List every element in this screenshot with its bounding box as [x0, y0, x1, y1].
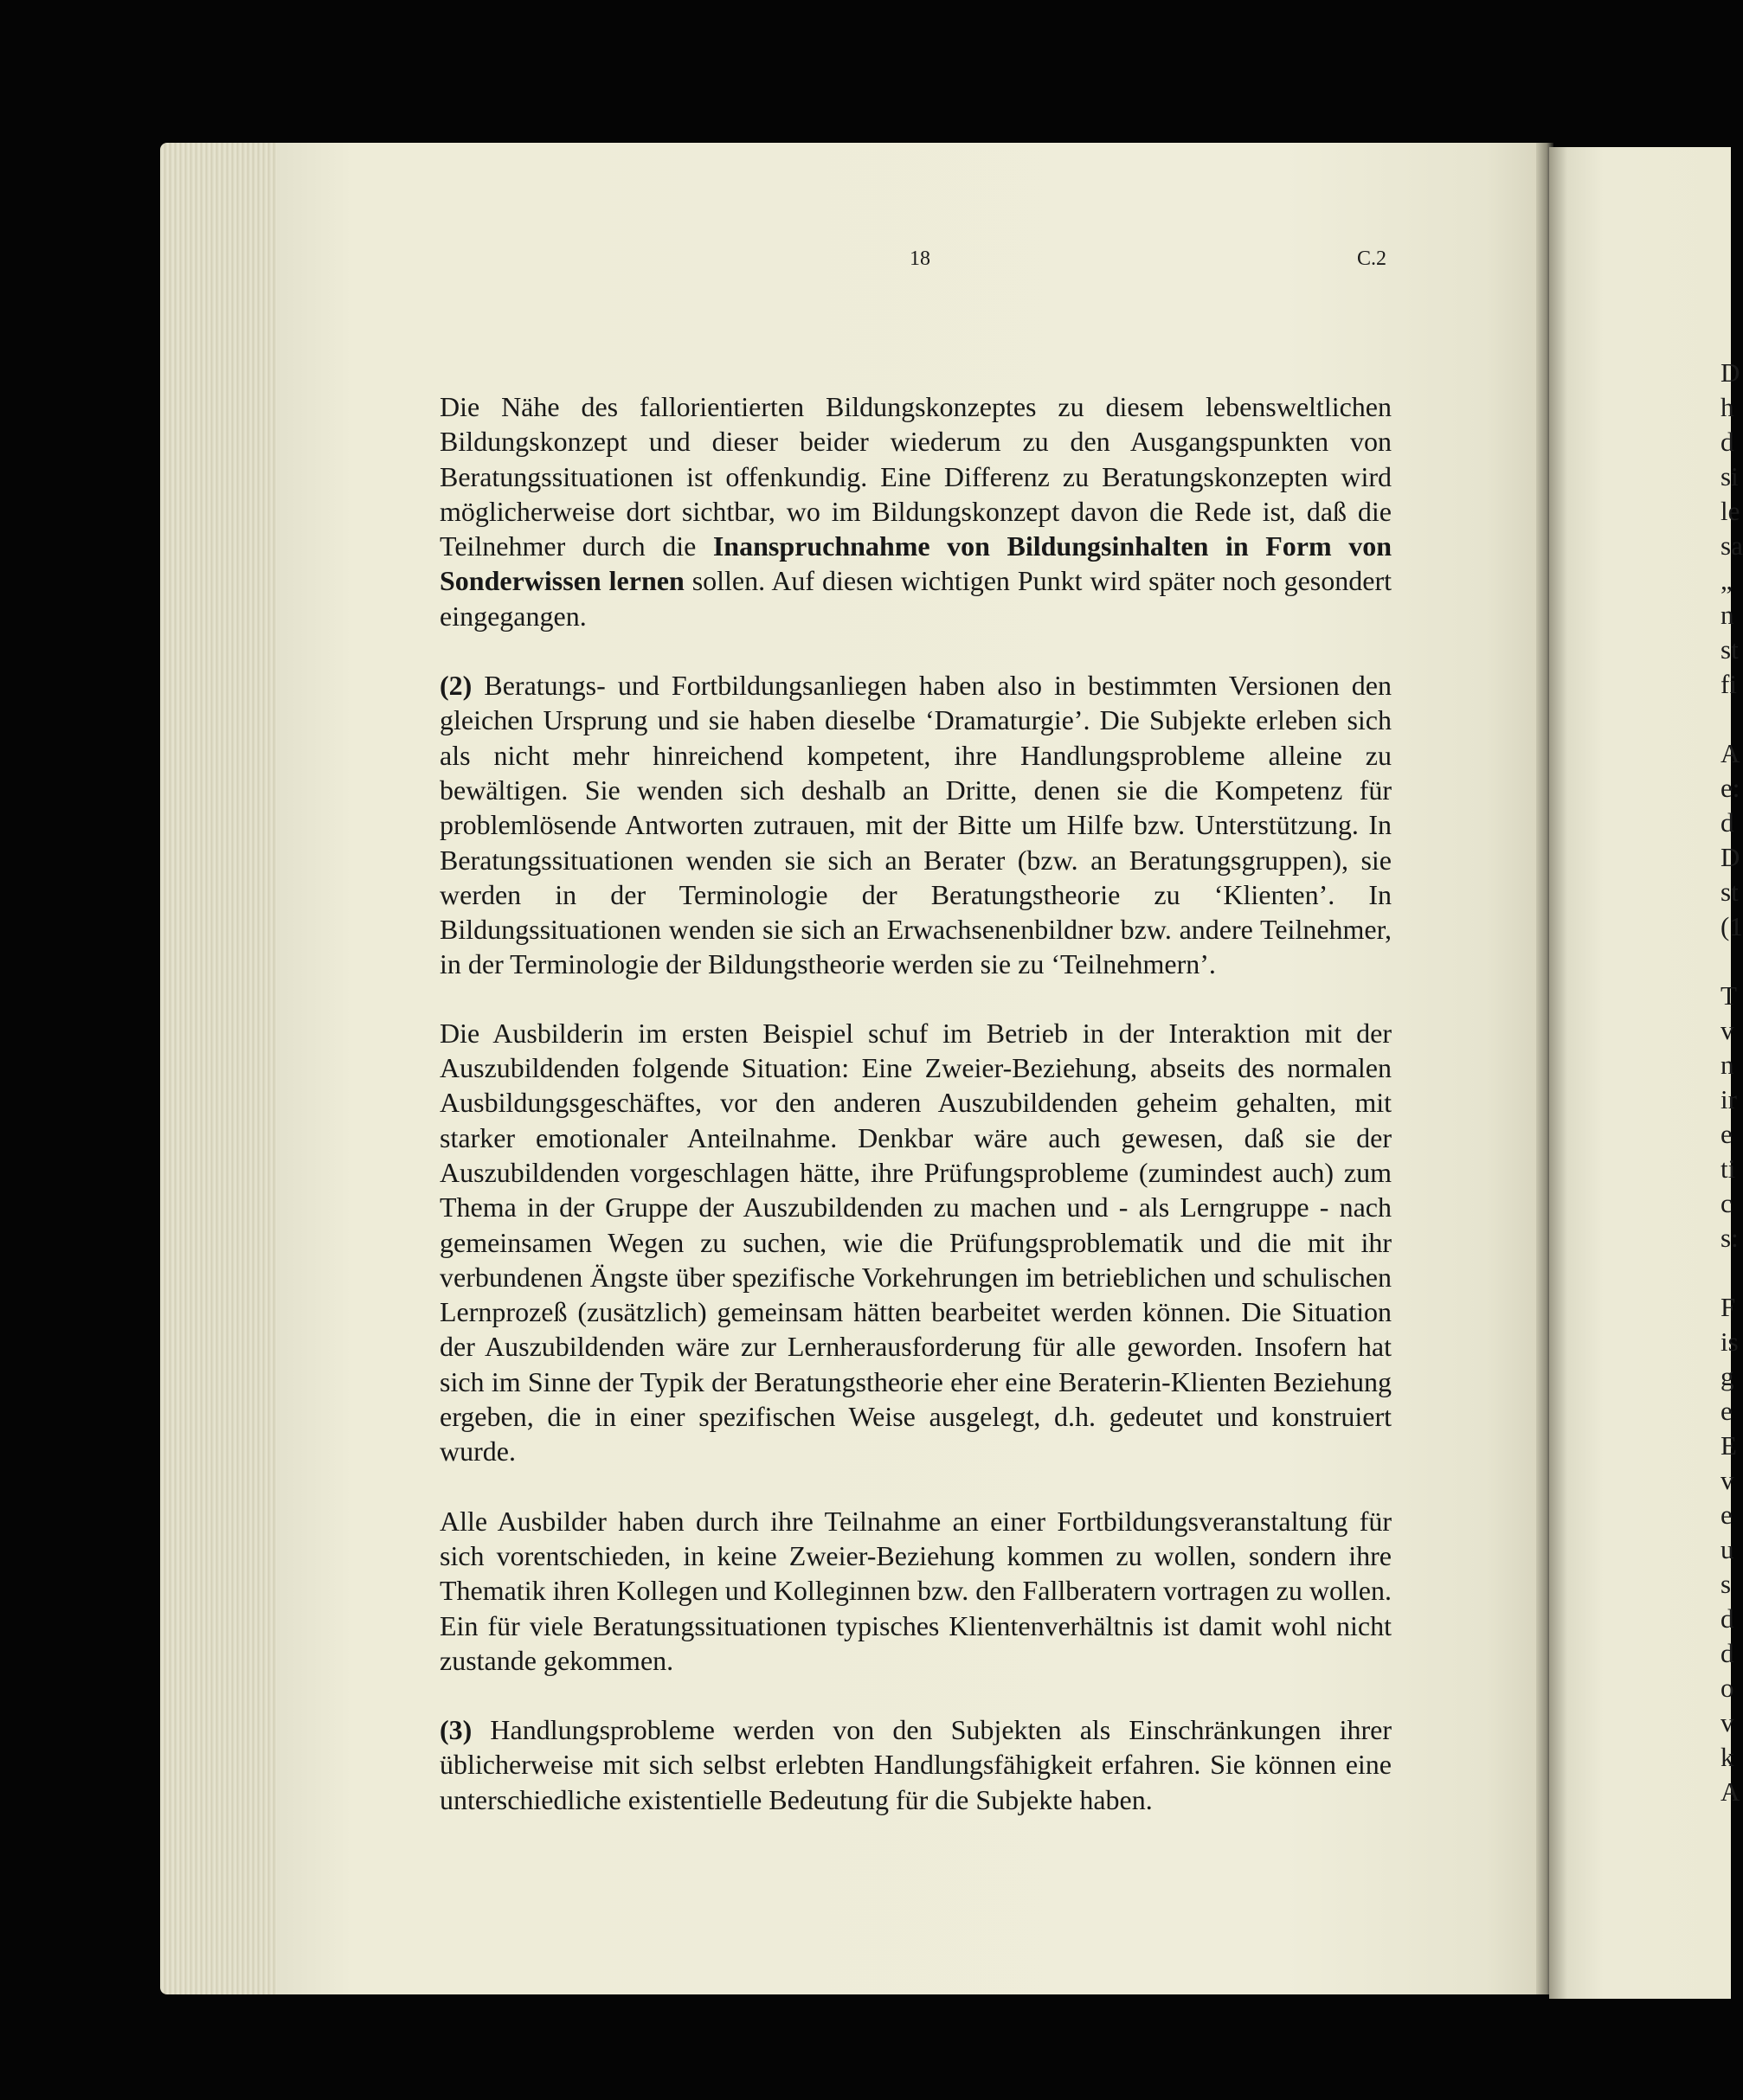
body-text [440, 389, 1392, 1852]
right-page-fragment: F [1720, 1292, 1736, 1322]
paragraph-4: Alle Ausbilder haben durch ihre Teilnahme an einer Fortbildungsveranstaltung für sich vorentschieden, in keine Zweier-Beziehung kommen zu wollen, sondern ihre Thematik ihren Kollegen und Kolleginnen bzw. den Fallberatern vortragen zu wollen. Ein für viele Beratungssituationen typisches Klientenverhältnis ist damit wohl nicht zustande gekommen. [440, 1505, 1392, 1676]
right-page-fragment: ir [1720, 1084, 1737, 1114]
paragraph-1-text-b: sollen. Auf diesen wichtigen Punkt wird später noch gesondert eingegangen. [440, 565, 1392, 632]
right-page-fragment: s [1720, 1569, 1732, 1599]
right-page-fragment: d [1720, 1638, 1734, 1668]
right-page-fragment: n [1720, 600, 1734, 630]
right-page-fragment: d [1720, 807, 1734, 838]
right-page-fragment: A [1720, 1776, 1740, 1807]
right-page-fragment: is [1720, 1326, 1739, 1357]
chapter-label: C.2 [1357, 247, 1387, 270]
paragraph-2 [440, 668, 1392, 982]
right-page-fragment: c [1720, 1188, 1733, 1218]
right-page-fragment: st [1720, 877, 1739, 907]
right-page-fragment: h [1720, 392, 1734, 422]
right-page-fragment: D [1720, 842, 1740, 872]
paragraph-1-text-a: Die Nähe des fallorientierten Bildungskonzeptes zu diesem lebensweltlichen Bildungskonzept und dieser beider wiederum zu den Ausgangspunkten von Beratungssituationen ist offenkundig. Eine Differenz zu Beratungskonzepten wird möglicherweise dort sichtbar, wo im Bildungskonzept davon die Rede ist, daß die Teilnehmer durch die [440, 391, 1392, 562]
right-page-fragment: e [1720, 1500, 1733, 1530]
paragraph-2-text: Beratungs- und Fortbildungsanliegen haben also in bestimmten Versionen den gleichen Ursprung und sie haben dieselbe ‘Dramaturgie’. Die Subjekte erleben sich als nicht mehr hinreichend kompetent, ihre Handlungsprobleme alleine zu bewältigen. Sie wenden sich deshalb an Dritte, denen sie die Kompetenz für problemlösende Antworten zutrauen, mit der Bitte um Hilfe bzw. Unterstützung. In Beratungssituationen wenden sie sich an Berater (bzw. an Beratungsgruppen), sie werden in der Terminologie der Beratungstheorie zu ‘Klienten’. In Bildungssituationen wenden sie sich an Erwachsenenbildner bzw. andere Teilnehmer, in der Terminologie der Bildungstheorie werden sie zu ‘Teilnehmern’. [440, 670, 1392, 980]
paragraph-1 [440, 389, 1392, 633]
right-page-fragment: d [1720, 1603, 1734, 1634]
right-page-fragment: n [1720, 1050, 1734, 1080]
right-page-fragment: e: [1720, 773, 1740, 803]
right-page-fragment: ti [1720, 1153, 1736, 1184]
page-number: 18 [910, 247, 930, 270]
right-page-fragment: (1 [1720, 911, 1743, 941]
right-page-fragment: o [1720, 1673, 1734, 1703]
right-page-fragment: d [1720, 427, 1734, 457]
right-page-fragment: k [1720, 1742, 1734, 1772]
right-page-fragment: g [1720, 1361, 1734, 1391]
right-page-fragment: „ [1720, 565, 1733, 595]
right-page-fragment: A [1720, 738, 1740, 768]
right-page-fragment: s: [1720, 1223, 1739, 1253]
right-page-fragment: v [1720, 1015, 1734, 1045]
paragraph-1-bold-phrase: Inanspruchnahme von Bildungsinhalten in Form von Sonderwissen lernen [440, 530, 1392, 597]
right-page-fragment: sa [1720, 530, 1743, 561]
paragraph-5 [440, 1712, 1392, 1817]
right-page-fragment: si [1720, 461, 1739, 491]
right-page-fragment: T [1720, 980, 1737, 1011]
right-page-fragment: e [1720, 1119, 1733, 1149]
right-page [1549, 147, 1743, 1999]
right-page-fragment: u [1720, 1534, 1734, 1564]
right-page-fragment: v [1720, 1465, 1734, 1495]
right-page-fragment: v [1720, 1707, 1734, 1737]
paragraph-2-number: (2) [440, 670, 473, 702]
right-page-fragment: E [1720, 1430, 1737, 1461]
right-page-fragment: e [1720, 1396, 1733, 1426]
paragraph-5-number: (3) [440, 1714, 473, 1746]
right-page-fragment: le [1720, 496, 1740, 526]
right-page-fragment: fi [1720, 669, 1737, 699]
paragraph-3: Die Ausbilderin im ersten Beispiel schuf im Betrieb in der Interaktion mit der Auszubildenden folgende Situation: Eine Zweier-Beziehung, abseits des normalen Ausbildungsgeschäftes, vor den anderen Auszubildenden geheim gehalten, mit starker emotionaler Anteilnahme. Denkbar wäre auch gewesen, daß sie der Auszubildenden vorgeschlagen hätte, ihre Prüfungsprobleme (zumindest auch) zum Thema in der Gruppe der Auszubildenden zu machen und - als Lerngruppe - nach gemeinsamen Wegen zu suchen, wie die Prüfungsproblematik und die mit ihr verbundenen Ängste über spezifische Vorkehrungen im betrieblichen und schulischen Lernprozeß (zusätzlich) gemeinsam hätten bearbeitet werden können. Die Situation der Auszubildenden wäre zur Lernherausforderung für alle geworden. Insofern hat sich im Sinne der Typik der Beratungstheorie eher eine Beraterin-Klienten Beziehung ergeben, die in einer spezifischen Weise ausgelegt, d.h. gedeutet und konstruiert wurde. [440, 1017, 1392, 1467]
right-page-fragment: st [1720, 634, 1739, 665]
right-page-fragment: D [1720, 357, 1740, 388]
paragraph-5-text: Handlungsprobleme werden von den Subjekten als Einschränkungen ihrer üblicherweise mit sich selbst erlebten Handlungsfähigkeit erfahren. Sie können eine unterschiedliche existentielle Bedeutung für die Subjekte haben. [440, 1714, 1392, 1815]
